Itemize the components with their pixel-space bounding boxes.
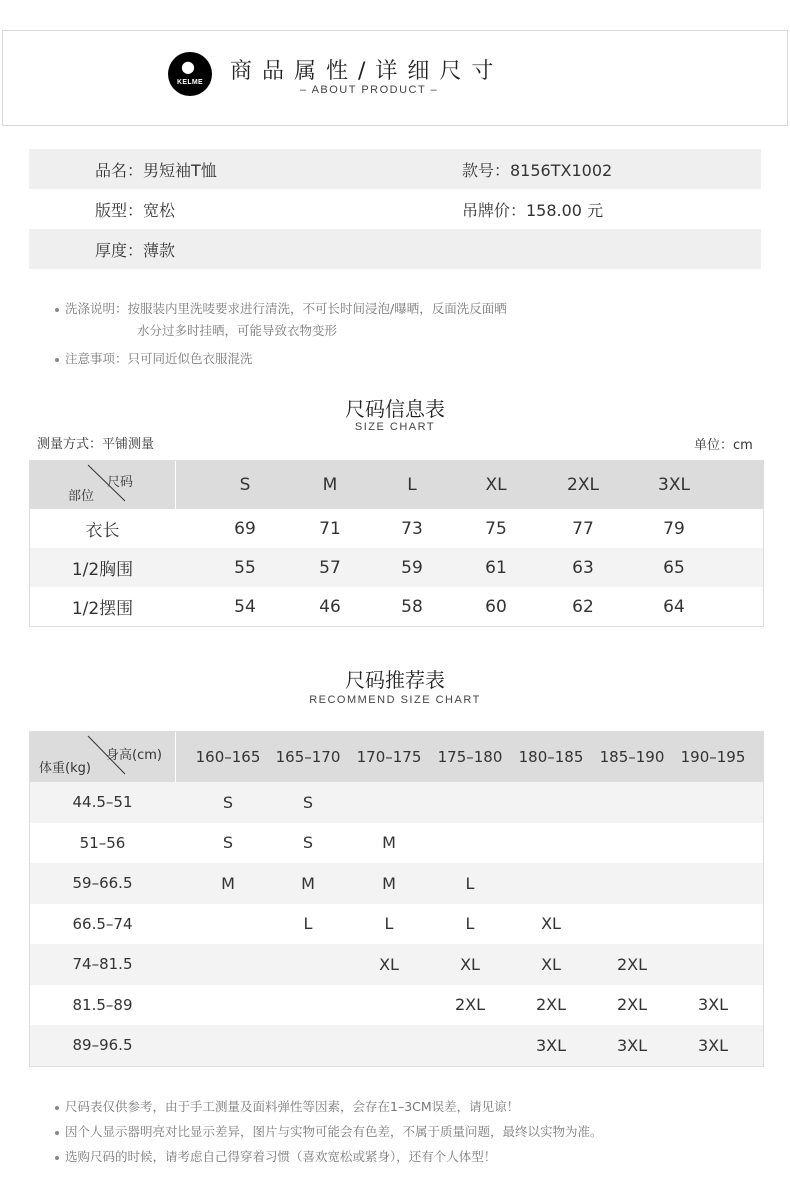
table-cell: 2XL <box>535 995 567 1015</box>
table-cell <box>188 944 268 985</box>
table-row <box>30 823 763 864</box>
table-cell <box>592 782 672 823</box>
paw-icon: ● <box>181 57 195 76</box>
table-cell: M <box>382 833 396 853</box>
table-cell: 57 <box>319 557 341 578</box>
table-cell: S <box>302 833 314 853</box>
table-cell <box>188 904 268 945</box>
table-cell: 54 <box>234 596 256 617</box>
table-cell: 3XL <box>697 995 729 1015</box>
size-header-xl: XL <box>485 475 507 495</box>
brand-name: KELME <box>177 79 203 86</box>
table-cell: S <box>302 792 314 812</box>
table-cell <box>592 863 672 904</box>
table-row <box>30 548 763 587</box>
height-header: 190–195 <box>680 748 746 766</box>
table-cell: 46 <box>319 596 341 617</box>
table-cell: 3XL <box>697 1035 729 1055</box>
recommend-chart-title: 尺码推荐表 <box>345 668 445 692</box>
table-cell: 65 <box>663 557 685 578</box>
footer-note-text: 选购尺码的时候，请考虑自己得穿着习惯（喜欢宽松或紧身），还有个人体型！ <box>65 1149 497 1164</box>
product-name: 品名：男短袖T恤 <box>95 160 217 180</box>
size-chart-table <box>29 460 764 627</box>
table-cell <box>511 863 591 904</box>
table-cell: L <box>303 914 313 934</box>
table-cell: 3XL <box>616 1035 648 1055</box>
bullet-icon <box>55 1156 59 1160</box>
table-cell: 58 <box>401 596 423 617</box>
table-cell <box>268 1025 348 1066</box>
bullet-icon <box>55 1106 59 1110</box>
height-header: 175–180 <box>437 748 503 766</box>
size-chart-subtitle: SIZE CHART <box>354 421 436 433</box>
height-header: 180–185 <box>518 748 584 766</box>
fit-type: 版型：宽松 <box>95 200 176 220</box>
table-cell: 62 <box>572 596 594 617</box>
size-header-2xl: 2XL <box>567 475 599 495</box>
table-cell: M <box>382 873 396 893</box>
attribute-row <box>29 149 761 189</box>
attribute-row <box>29 189 761 229</box>
wash-note-cont: 水分过多时挂晒，可能导致衣物变形 <box>137 323 338 338</box>
table-row <box>30 985 763 1026</box>
table-cell: S <box>222 833 234 853</box>
row-part-label: 衣长 <box>85 521 120 541</box>
table-cell <box>592 904 672 945</box>
table-cell: M <box>221 873 235 893</box>
table-cell: 69 <box>234 518 256 539</box>
table-cell <box>511 782 591 823</box>
row-weight-label: 66.5–74 <box>72 914 133 933</box>
footer-note <box>55 1096 519 1118</box>
table-row <box>30 509 763 548</box>
table-cell <box>673 823 753 864</box>
row-weight-label: 74–81.5 <box>72 955 133 974</box>
corner-bottom-label: 部位 <box>68 489 95 504</box>
height-header: 165–170 <box>275 748 341 766</box>
footer-note <box>55 1146 496 1168</box>
table-cell <box>349 985 429 1026</box>
table-row <box>30 904 763 945</box>
table-cell: 71 <box>319 518 341 539</box>
thickness: 厚度：薄款 <box>95 240 176 260</box>
table-cell: 79 <box>663 518 685 539</box>
table-cell: 2XL <box>454 995 486 1015</box>
attribute-table <box>29 149 761 269</box>
table-cell: S <box>222 792 234 812</box>
caution-note <box>55 348 253 370</box>
bullet-icon <box>55 1131 59 1135</box>
size-header-m: M <box>322 475 338 495</box>
table-cell: 60 <box>485 596 507 617</box>
style-number: 款号：8156TX1002 <box>462 160 613 180</box>
table-header-row <box>30 732 763 782</box>
corner-diagonal <box>30 461 175 509</box>
brand-logo <box>168 52 212 96</box>
table-cell <box>673 904 753 945</box>
column-divider <box>175 461 176 509</box>
table-cell: 2XL <box>616 995 648 1015</box>
footer-note <box>55 1121 603 1143</box>
table-cell: L <box>384 914 394 934</box>
table-cell: L <box>465 914 475 934</box>
table-cell <box>268 985 348 1026</box>
footer-note-text: 尺码表仅供参考，由于手工测量及面料弹性等因素，会存在1–3CM误差，请见谅！ <box>65 1099 520 1114</box>
table-cell <box>349 782 429 823</box>
row-weight-label: 51–56 <box>79 833 126 852</box>
table-cell: 64 <box>663 596 685 617</box>
row-weight-label: 44.5–51 <box>72 793 133 812</box>
bullet-icon <box>55 308 59 312</box>
recommend-chart-subtitle: RECOMMEND SIZE CHART <box>309 694 481 706</box>
table-cell <box>430 1025 510 1066</box>
table-cell: L <box>465 873 475 893</box>
table-cell <box>592 823 672 864</box>
table-cell: 61 <box>485 557 507 578</box>
corner-top-label: 尺码 <box>107 475 134 490</box>
table-cell: 73 <box>401 518 423 539</box>
table-row <box>30 782 763 823</box>
table-row <box>30 944 763 985</box>
row-part-label: 1/2摆围 <box>71 599 134 619</box>
table-corner-cell <box>30 732 175 782</box>
unit-label: 单位：cm <box>694 438 753 453</box>
row-part-label: 1/2胸围 <box>71 560 134 580</box>
caution-note-text: 注意事项：只可同近似色衣服混洗 <box>65 351 253 366</box>
table-cell: XL <box>379 954 399 974</box>
table-cell: 77 <box>572 518 594 539</box>
corner-top-label: 身高(cm) <box>106 748 162 763</box>
tag-price: 吊牌价：158.00 元 <box>462 200 604 220</box>
row-weight-label: 81.5–89 <box>72 995 133 1014</box>
table-cell: 55 <box>234 557 256 578</box>
column-divider <box>175 732 176 782</box>
table-cell: XL <box>460 954 480 974</box>
size-header-s: S <box>239 475 251 495</box>
corner-bottom-label: 体重(kg) <box>39 761 91 776</box>
footer-note-text: 因个人显示器明亮对比显示差异，图片与实物可能会有色差，不属于质量问题，最终以实物为准。 <box>65 1124 603 1139</box>
table-cell <box>511 823 591 864</box>
bullet-icon <box>55 358 59 362</box>
table-row <box>30 587 763 626</box>
table-cell: 75 <box>485 518 507 539</box>
table-header-row <box>30 461 763 509</box>
table-cell <box>673 863 753 904</box>
size-chart-title: 尺码信息表 <box>345 397 445 421</box>
recommend-chart-table <box>29 731 764 1067</box>
table-cell <box>673 782 753 823</box>
table-cell: 2XL <box>616 954 648 974</box>
size-header-l: L <box>407 475 417 495</box>
table-cell: 3XL <box>535 1035 567 1055</box>
wash-note <box>55 298 507 320</box>
table-cell <box>188 1025 268 1066</box>
row-weight-label: 89–96.5 <box>72 1036 133 1055</box>
wash-note-text: 洗涤说明：按服装内里洗唛要求进行清洗，不可长时间浸泡/曝晒，反面洗反面晒 <box>65 301 507 316</box>
table-cell <box>268 944 348 985</box>
table-cell: 59 <box>401 557 423 578</box>
table-cell: M <box>301 873 315 893</box>
row-weight-label: 59–66.5 <box>72 874 133 893</box>
height-header: 160–165 <box>195 748 261 766</box>
size-header-3xl: 3XL <box>658 475 690 495</box>
table-cell: 63 <box>572 557 594 578</box>
attribute-row <box>29 229 761 269</box>
page-title: 商品属性/详细尺寸 <box>230 59 504 84</box>
height-header: 170–175 <box>356 748 422 766</box>
table-cell <box>430 823 510 864</box>
table-cell: XL <box>541 954 561 974</box>
table-cell <box>430 782 510 823</box>
table-cell <box>673 944 753 985</box>
page-subtitle: – ABOUT PRODUCT – <box>300 84 439 96</box>
table-cell <box>349 1025 429 1066</box>
table-cell: XL <box>541 914 561 934</box>
table-cell <box>188 985 268 1026</box>
table-row <box>30 863 763 904</box>
table-row <box>30 1025 763 1066</box>
measure-method: 测量方式：平铺测量 <box>37 437 155 452</box>
table-corner-cell <box>30 461 175 509</box>
height-header: 185–190 <box>599 748 665 766</box>
